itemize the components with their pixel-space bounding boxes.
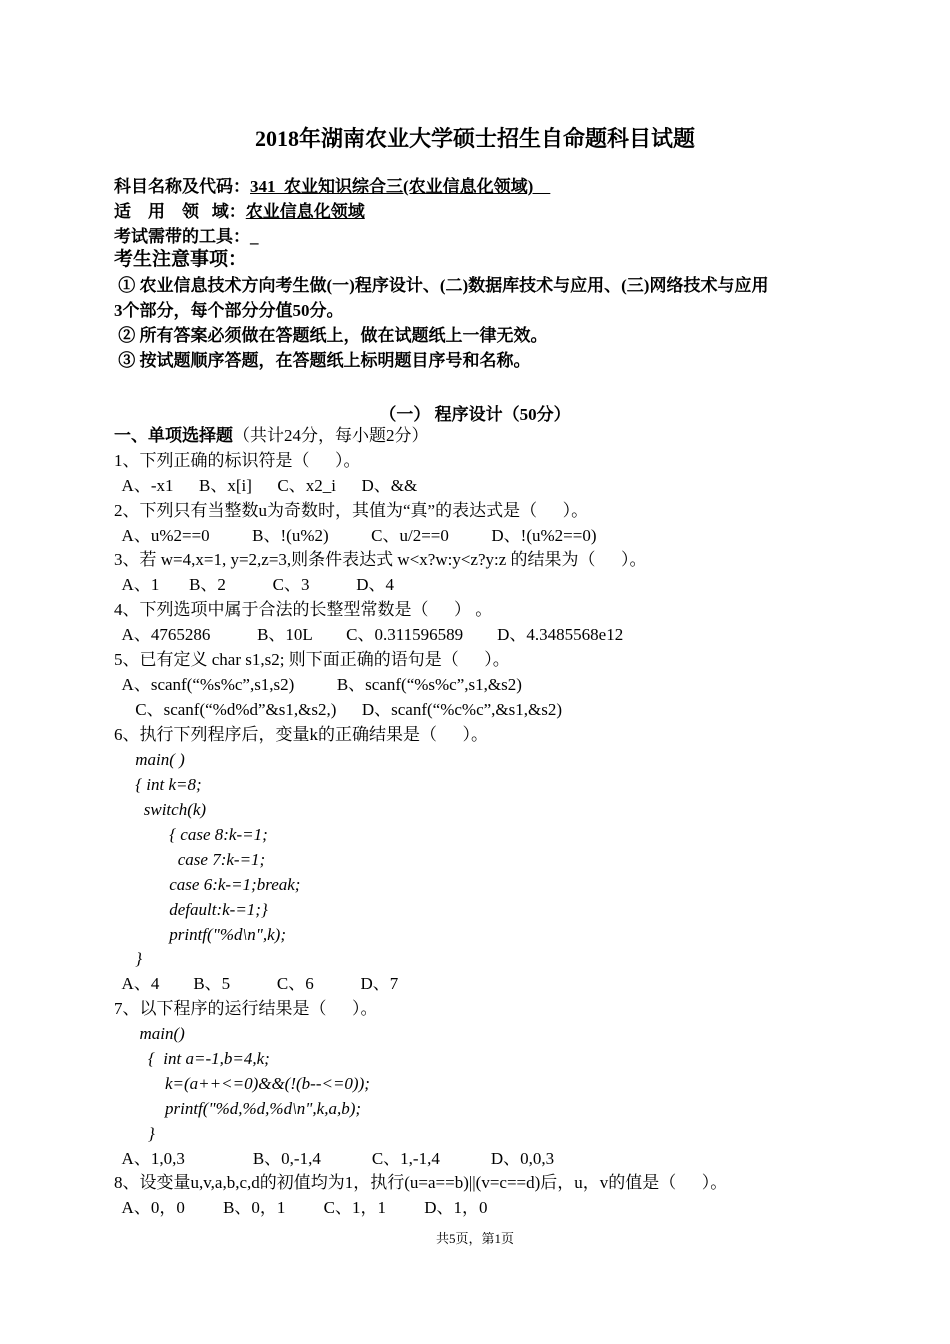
page-footer: 共5页，第1页 bbox=[435, 1231, 514, 1246]
code-line: { int a=-1,b=4,k; bbox=[114, 1049, 270, 1068]
question-7: 7、以下程序的运行结果是（ ）。 bbox=[114, 999, 378, 1018]
question-7-options: A、1,0,3 B、0,-1,4 C、1,-1,4 D、0,0,3 bbox=[114, 1149, 555, 1168]
question-1-options: A、-x1 B、x[i] C、x2_i D、&& bbox=[114, 476, 418, 495]
code-line: k=(a++<=0)&&(!(b--<=0)); bbox=[114, 1074, 370, 1093]
code-line: case 7:k-=1; bbox=[114, 850, 266, 869]
code-line: } bbox=[114, 1124, 155, 1143]
code-line: } bbox=[114, 949, 143, 968]
code-line: main() bbox=[114, 1024, 185, 1043]
part-label: 一、单项选择题 bbox=[114, 426, 233, 445]
code-line: { case 8:k-=1; bbox=[114, 825, 268, 844]
field-label: 适 用 领 域： bbox=[114, 202, 246, 221]
question-6: 6、执行下列程序后，变量k的正确结果是（ ）。 bbox=[114, 725, 488, 744]
tools-label: 考试需带的工具： bbox=[114, 227, 250, 246]
code-line: { int k=8; bbox=[114, 775, 202, 794]
field-line bbox=[114, 201, 365, 223]
question-3: 3、若 w=4,x=1, y=2,z=3,则条件表达式 w<x?w:y<z?y:z 的结果为（ ）。 bbox=[114, 550, 647, 569]
question-5-options-b: C、scanf(“%d%d”&s1,&s2,) D、scanf(“%c%c”,&s1,&s2) bbox=[114, 700, 563, 719]
part-heading bbox=[114, 425, 429, 447]
tools-line bbox=[114, 226, 259, 248]
notice-item-2: ② 所有答案必须做在答题纸上，做在试题纸上一律无效。 bbox=[114, 326, 548, 345]
question-5-options-a: A、scanf(“%s%c”,s1,s2) B、scanf(“%s%c”,s1,&s2) bbox=[114, 675, 522, 694]
section-title: （一） 程序设计（50分） bbox=[379, 405, 571, 424]
code-line: printf("%d,%d,%d\n",k,a,b); bbox=[114, 1099, 362, 1118]
question-4: 4、下列选项中属于合法的长整型常数是（ ） 。 bbox=[114, 600, 493, 619]
code-line: default:k-=1;} bbox=[114, 900, 268, 919]
notice-item-1a: ① 农业信息技术方向考生做(一)程序设计、(二)数据库技术与应用、(三)网络技术与应用 bbox=[114, 276, 769, 295]
subject-line bbox=[114, 176, 550, 198]
field-value: 农业信息化领域 bbox=[245, 202, 365, 221]
question-4-options: A、4765286 B、10L C、0.311596589 D、4.3485568e12 bbox=[114, 625, 624, 644]
question-8: 8、设变量u,v,a,b,c,d的初值均为1，执行(u=a==b)||(v=c==d)后，u，v的值是（ ）。 bbox=[114, 1173, 728, 1192]
notice-title: 考生注意事项： bbox=[114, 249, 248, 270]
question-1: 1、下列正确的标识符是（ ）。 bbox=[114, 451, 361, 470]
code-line: main( ) bbox=[114, 750, 185, 769]
code-line: switch(k) bbox=[114, 800, 207, 819]
subject-value: 341 农业知识综合三(农业信息化领域) bbox=[250, 177, 551, 196]
part-note: （共计24分，每小题2分） bbox=[233, 426, 429, 445]
page-title: 2018年湖南农业大学硕士招生自命题科目试题 bbox=[254, 126, 695, 151]
question-5: 5、已有定义 char s1,s2; 则下面正确的语句是（ ）。 bbox=[114, 650, 510, 669]
question-2: 2、下列只有当整数u为奇数时，其值为“真”的表达式是（ ）。 bbox=[114, 501, 589, 520]
notice-item-3: ③ 按试题顺序答题，在答题纸上标明题目序号和名称。 bbox=[114, 351, 531, 370]
code-line: case 6:k-=1;break; bbox=[114, 875, 301, 894]
question-6-options: A、4 B、5 C、6 D、7 bbox=[114, 974, 399, 993]
question-3-options: A、1 B、2 C、3 D、4 bbox=[114, 575, 395, 594]
tools-value: _ bbox=[250, 227, 259, 246]
code-line: printf("%d\n",k); bbox=[114, 925, 286, 944]
question-2-options: A、u%2==0 B、!(u%2) C、u/2==0 D、!(u%2==0) bbox=[114, 526, 597, 545]
subject-label: 科目名称及代码： bbox=[114, 177, 250, 196]
question-8-options: A、0，0 B、0，1 C、1，1 D、1，0 bbox=[114, 1198, 488, 1217]
notice-item-1b: 3个部分，每个部分分值50分。 bbox=[114, 301, 344, 320]
